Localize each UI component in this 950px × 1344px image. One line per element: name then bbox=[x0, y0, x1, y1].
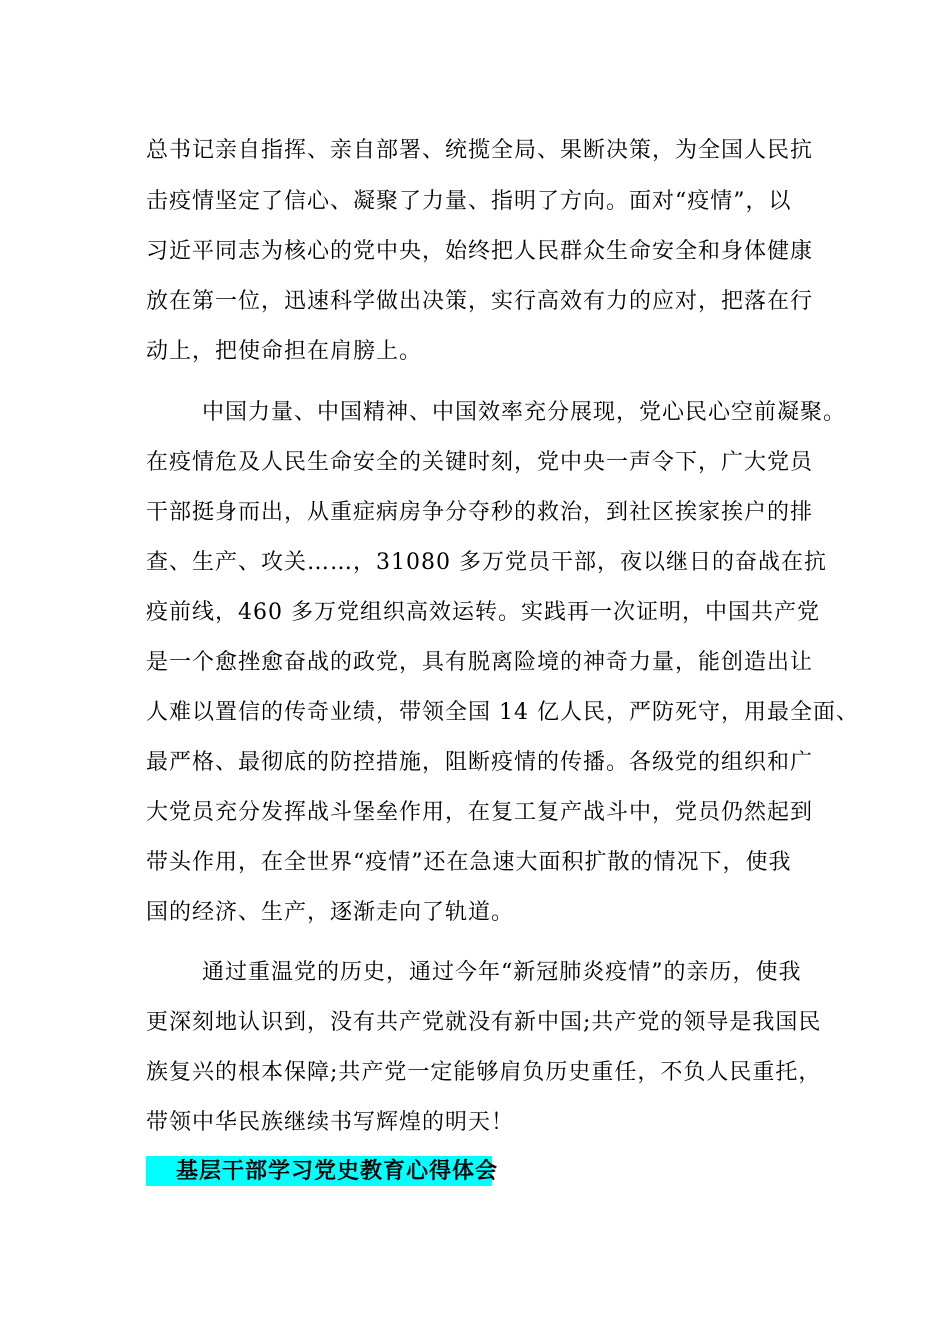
paragraph-2-line-9: 大党员充分发挥战斗堡垒作用，在复工复产战斗中，党员仍然起到 bbox=[146, 800, 814, 825]
paragraph-3-line-1: 通过重温党的历史，通过今年“新冠肺炎疫情”的亲历，使我 bbox=[202, 960, 802, 985]
paragraph-1-line-5: 动上，把使命担在肩膀上。 bbox=[146, 339, 423, 364]
paragraph-1-line-3: 习近平同志为核心的党中央，始终把人民群众生命安全和身体健康 bbox=[146, 239, 814, 264]
paragraph-2-line-3: 干部挺身而出，从重症病房争分夺秒的救治，到社区挨家挨户的排 bbox=[146, 500, 814, 525]
paragraph-2-line-1: 中国力量、中国精神、中国效率充分展现，党心民心空前凝聚。 bbox=[202, 400, 847, 425]
paragraph-2-line-4: 查、生产、攻关……，31080 多万党员干部，夜以继日的奋战在抗 bbox=[146, 550, 827, 575]
paragraph-1-line-4: 放在第一位，迅速科学做出决策，实行高效有力的应对，把落在行 bbox=[146, 289, 814, 314]
paragraph-2-line-7: 人难以置信的传奇业绩，带领全国 14 亿人民，严防死守，用最全面、 bbox=[146, 700, 859, 725]
paragraph-2-line-10: 带头作用，在全世界“疫情”还在急速大面积扩散的情况下，使我 bbox=[146, 850, 792, 875]
paragraph-3-line-2: 更深刻地认识到，没有共产党就没有新中国;共产党的领导是我国民 bbox=[146, 1010, 822, 1035]
section-heading: 基层干部学习党史教育心得体会 bbox=[146, 1156, 492, 1186]
paragraph-2-line-8: 最严格、最彻底的防控措施，阻断疫情的传播。各级党的组织和广 bbox=[146, 750, 814, 775]
paragraph-2-line-11: 国的经济、生产，逐渐走向了轨道。 bbox=[146, 900, 515, 925]
paragraph-1-line-1: 总书记亲自指挥、亲自部署、统揽全局、果断决策，为全国人民抗 bbox=[146, 138, 814, 163]
paragraph-2-line-2: 在疫情危及人民生命安全的关键时刻，党中央一声令下，广大党员 bbox=[146, 450, 814, 475]
paragraph-1-line-2: 击疫情坚定了信心、凝聚了力量、指明了方向。面对“疫情”，以 bbox=[146, 189, 792, 214]
paragraph-3-line-4: 带领中华民族继续书写辉煌的明天！ bbox=[146, 1110, 515, 1135]
paragraph-2-line-6: 是一个愈挫愈奋战的政党，具有脱离险境的神奇力量，能创造出让 bbox=[146, 650, 814, 675]
paragraph-3-line-3: 族复兴的根本保障;共产党一定能够肩负历史重任，不负人民重托， bbox=[146, 1060, 822, 1085]
paragraph-2-line-5: 疫前线，460 多万党组织高效运转。实践再一次证明，中国共产党 bbox=[146, 600, 820, 625]
